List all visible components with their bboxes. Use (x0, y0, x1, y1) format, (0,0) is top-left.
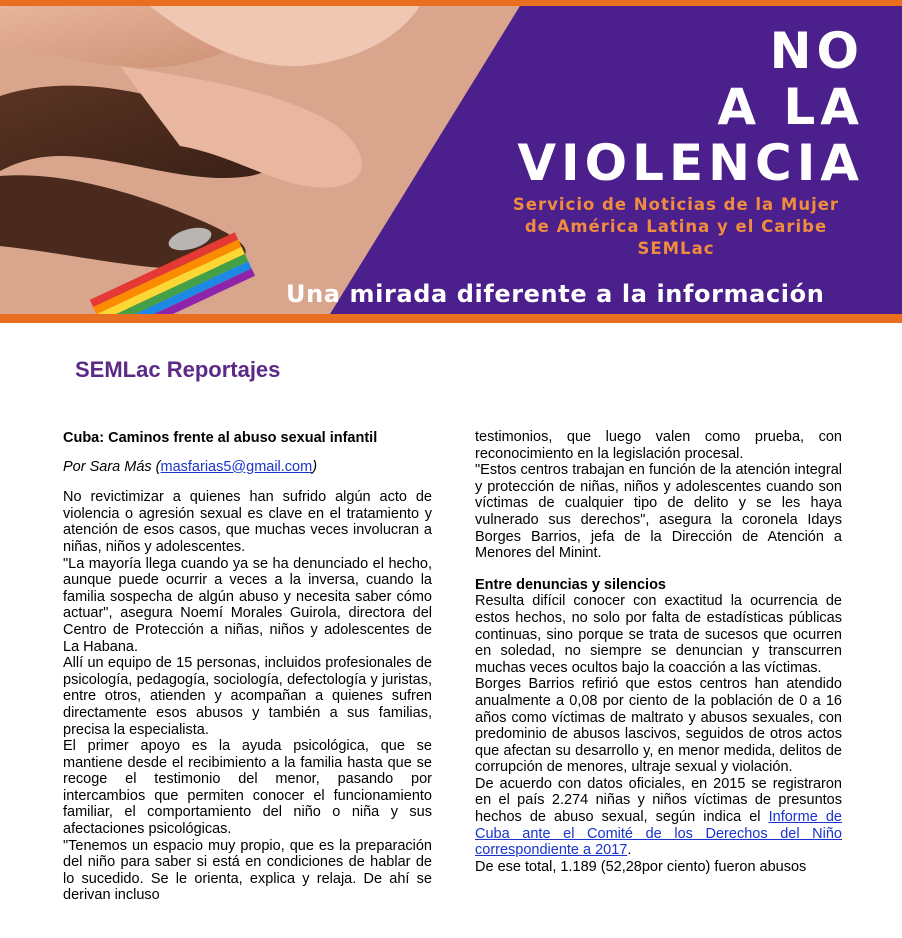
paragraph: "Estos centros trabajan en función de la atención integral y protección de niñas, niños y adolescentes cuando son víctimas de cualquier tipo de delito y se les haya vulnerado sus derechos", asegura la coronela Idays Borges Barrios, jefa de la Dirección de Atención a Menores del Minint. (475, 462, 842, 562)
paragraph: "Tenemos un espacio muy propio, que es la preparación del niño para saber si está en condiciones de hablar de lo sucedido. Se le orienta, explica y relaja. De ahí se derivan incluso (63, 837, 432, 904)
paragraph: Resulta difícil conocer con exactitud la ocurrencia de estos hechos, no solo por falta de estadísticas públicas continuas, sino porque se trata de sucesos que ocurren en soledad, no siempre se denuncian y transcurren muchas veces ocultos bajo la coacción a las víctimas. (475, 593, 842, 676)
paragraph: "La mayoría llega cuando ya se ha denunciado el hecho, aunque puede ocurrir a veces a la inversa, cuando la familia sospecha de algún abuso y necesita saber cómo actuar", asegura Noemí Morales Guirola, directora del Centro de Protección a niñas, niños y adolescentes de La Habana. (63, 555, 432, 655)
paragraph (475, 776, 842, 859)
subtitle-line: de América Latina y el Caribe (524, 217, 828, 236)
section-subheading: Entre denuncias y silencios (475, 576, 666, 593)
paragraph: No revictimizar a quienes han sufrido algún acto de violencia o agresión sexual es clave en el tratamiento y atención de esos casos, que muchas veces involucran a niñas, niños y adolescentes. (63, 489, 432, 555)
header-banner (0, 0, 902, 323)
article-title: Cuba: Caminos frente al abuso sexual infantil (63, 430, 378, 446)
byline-close: ) (312, 458, 318, 475)
headline-line: A LA (717, 78, 864, 136)
subtitle-line: SEMLac (637, 239, 715, 258)
banner-subtitle (486, 194, 866, 260)
paragraph: El primer apoyo es la ayuda psicológica, que se mantiene desde el recibimiento a la familia hasta que se recoge el testimonio del menor, pasando por intercambios que permiten conocer el funcionamiento familiar, el comportamiento del niño o niña y sus afectaciones psicológicas. (63, 738, 432, 838)
headline-line: NO (769, 22, 864, 80)
banner-tagline: Una mirada diferente a la información (286, 280, 825, 308)
banner-headline (517, 23, 864, 191)
stats-text: De acuerdo con datos oficiales, en 2015 se registraron en el país 2.274 niñas y niños víctimas de presuntos hechos de abuso sexual, según indica el (475, 775, 842, 826)
author-email-link[interactable]: masfarias5@gmail.com (160, 458, 313, 475)
article-right-column (475, 429, 842, 875)
stats-text-end: . (627, 842, 632, 859)
paragraph: Allí un equipo de 15 personas, incluidos profesionales de psicología, pedagogía, sociología, defectología y juristas, entre otros, atienden y acompañan a quienes sufren directamente esos abusos y también a sus familias, precisa la especialista. (63, 655, 432, 738)
article-left-column (63, 430, 432, 904)
paragraph: De ese total, 1.189 (52,28por ciento) fueron abusos (475, 858, 807, 875)
section-title: SEMLac Reportajes (75, 357, 281, 382)
subtitle-line: Servicio de Noticias de la Mujer (512, 195, 840, 214)
paragraph: testimonios, que luego valen como prueba, con reconocimiento en la legislación procesal. (475, 429, 842, 462)
headline-line: VIOLENCIA (517, 134, 864, 192)
report-link[interactable]: Informe de Cuba ante el Comité de los Derechos del Niño correspondiente a 2017 (475, 809, 842, 859)
byline-author: Por Sara Más ( (63, 458, 161, 475)
paragraph: Borges Barrios refirió que estos centros han atendido anualmente a 0,08 por ciento de la población de 0 a 16 años como víctimas de maltrato y abusos sexuales, con predominio de abusos lascivos, seguidos de otros actos que afectan su desarrollo y, en menor medida, delitos de corrupción de menores, ultraje sexual y violación. (475, 676, 842, 776)
article-byline (63, 459, 432, 476)
